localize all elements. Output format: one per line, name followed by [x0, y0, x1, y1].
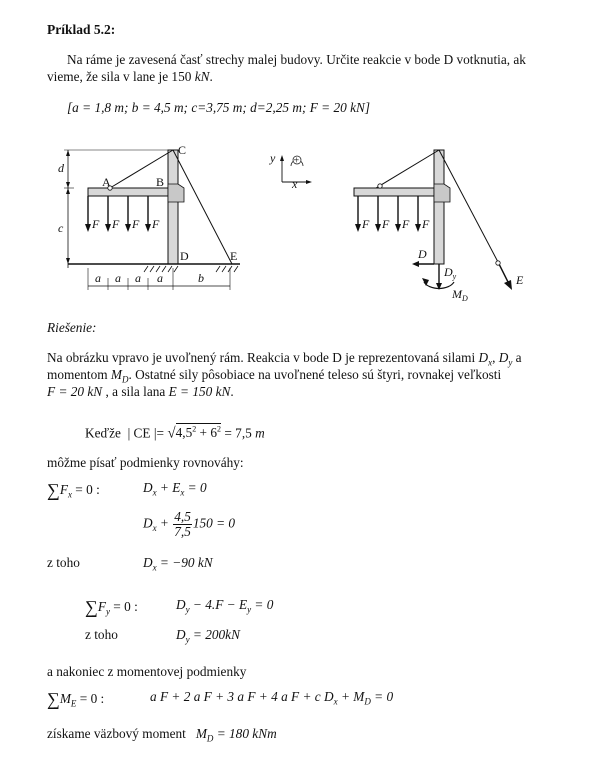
solution-line-3: F = 20 kN , a sila lana E = 150 kN. [47, 384, 234, 399]
solution-heading: Riešenie: [47, 320, 97, 335]
free-body-figure [346, 140, 536, 310]
task-line-1: Na ráme je zavesená časť strechy malej budovy. Určite reakcie v bode D votknutia, ak [67, 52, 526, 67]
force-label-1: F [92, 217, 100, 231]
dim-a-4: a [157, 271, 163, 285]
equation-ce-length: Keďže | CE |= $√4,5^2 + 6^2 = 7,5$ m [85, 425, 265, 442]
fbd-reaction-Dx: D [418, 247, 427, 261]
equation-fy-components: $D_y - 4.F - E_y = 0$ [176, 597, 274, 615]
fbd-force-F-4: F [422, 217, 430, 231]
positive-sign: + [293, 155, 300, 167]
equilibrium-intro: môžme písať podmienky rovnováhy: [47, 455, 244, 470]
result-dx: $D_x = -90$ kN [143, 555, 213, 573]
point-E: E [230, 249, 238, 263]
example-title: Príklad 5.2: [47, 22, 116, 37]
force-label-2: F [112, 217, 120, 231]
final-result: získame väzbový moment $M_D = 180$ kNm [47, 726, 277, 744]
label-d: d [58, 161, 64, 175]
task-parameters: [a = 1,8 m; b = 4,5 m; c=3,75 m; d=2,25 m; F = 20 kN] [67, 100, 371, 115]
equation-fx-substituted: $D_x$ + $\frac{4,5}{7,5}$ 150 = 0 [143, 509, 236, 539]
point-A: A [102, 175, 111, 189]
from-that-label-1: z toho [47, 555, 80, 570]
task-line-2: vieme, že sila v lane je 150 kN. [47, 69, 213, 84]
force-label-4: F [152, 217, 160, 231]
solution-line-2: momentom $M_D$. Ostatné sily pôsobiace na uvoľnené teleso sú štyri, rovnakej veľkosti [47, 367, 502, 385]
point-D: D [180, 249, 189, 263]
label-c: c [58, 221, 64, 235]
equation-me-components: a F + 2 a F + 3 a F + 4 a F + c $D_x + M_D = 0$ [150, 689, 394, 707]
axes-figure [262, 150, 322, 190]
dim-a-1: a [95, 271, 101, 285]
point-B: B [156, 175, 165, 189]
axis-x-label: x [292, 177, 298, 190]
axis-y-label: y [270, 151, 276, 165]
dim-a-3: a [135, 271, 141, 285]
equation-fx-components: $D_x + E_x = 0$ [143, 480, 207, 498]
result-dy: $D_y = 200kN$ [176, 627, 240, 645]
solution-line-1: Na obrázku vpravo je uvoľnený rám. Reakcia v bode D je reprezentovaná silami $D_x$, $D_y$ a [47, 350, 522, 368]
point-C: C [178, 143, 187, 157]
dim-a-2: a [115, 271, 121, 285]
fbd-force-F-3: F [402, 217, 410, 231]
equation-sum-me: $\sum M_E = 0$ : [47, 689, 105, 709]
fbd-force-F-2: F [382, 217, 390, 231]
equation-sum-fy: $\sum F_y = 0$ : [85, 597, 138, 617]
dim-b: b [198, 271, 204, 285]
equation-sum-fx: $\sum F_x = 0$ : [47, 480, 100, 500]
fbd-moment-MD: $M_D$ [452, 287, 468, 303]
force-label-3: F [132, 217, 140, 231]
fbd-force-F-1: F [362, 217, 370, 231]
moment-intro: a nakoniec z momentovej podmienky [47, 664, 247, 679]
fbd-reaction-Dy: $D_y$ [444, 265, 457, 281]
from-that-label-2: z toho [85, 627, 118, 642]
fbd-force-E: E [516, 273, 524, 287]
frame-figure [44, 140, 249, 300]
